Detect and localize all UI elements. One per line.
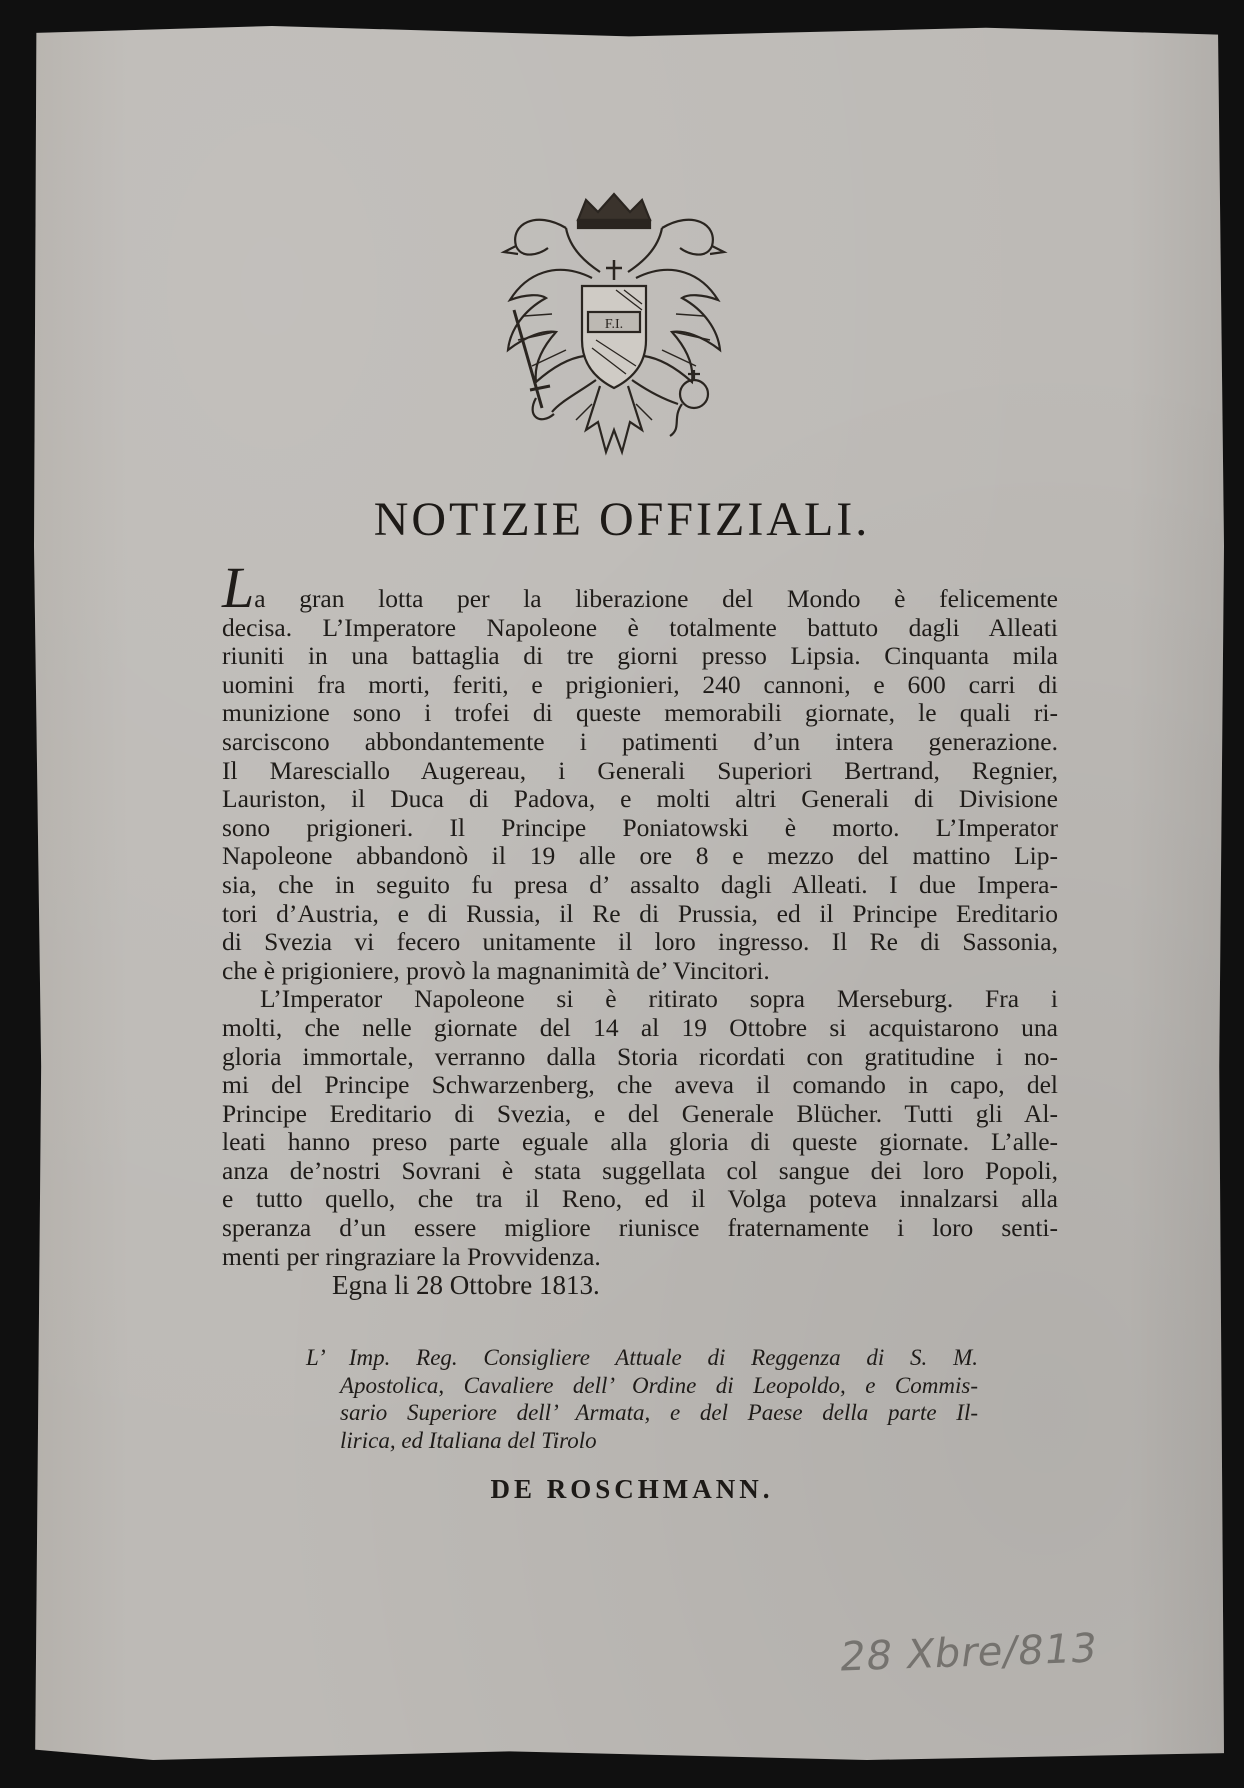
body-line bbox=[222, 1157, 1058, 1186]
body-line bbox=[222, 1243, 1058, 1272]
handwritten-date-annotation: 28 Xbre/813 bbox=[836, 1625, 1101, 1681]
signatory-title-line: L’ Imp. Reg. Consigliere Attuale di Reggenza di S. M. bbox=[306, 1345, 978, 1370]
body-line bbox=[222, 1014, 1058, 1043]
body-line bbox=[222, 555, 1058, 620]
body-line bbox=[222, 642, 1058, 671]
body-line bbox=[222, 928, 1058, 957]
body-line-text: L’Imperator Napoleone si è ritirato sopra Merseburg. Fra i bbox=[260, 984, 1058, 1014]
body-line bbox=[222, 900, 1058, 929]
body-line bbox=[222, 957, 1058, 986]
body-line-text: speranza d’un essere migliore riunisce fraternamente i loro senti- bbox=[222, 1213, 1058, 1243]
signatory-title-line: lirica, ed Italiana del Tirolo bbox=[340, 1427, 597, 1453]
body-line-text: sono prigioneri. Il Principe Poniatowski è morto. L’Imperator bbox=[222, 812, 1058, 842]
double-headed-eagle-crest-icon bbox=[496, 190, 732, 472]
body-line bbox=[222, 699, 1058, 728]
body-line-text: Lauriston, il Duca di Padova, e molti altri Generali di Divisione bbox=[222, 784, 1058, 814]
signatory-title bbox=[306, 1344, 978, 1454]
body-line-text: uomini fra morti, feriti, e prigionieri, 240 cannoni, e 600 carri di bbox=[222, 669, 1058, 699]
body-line-text: Principe Ereditario di Svezia, e del Generale Blücher. Tutti gli Al- bbox=[222, 1098, 1058, 1128]
body-line-text: munizione sono i trofei di queste memorabili giornate, le quali ri- bbox=[222, 698, 1058, 728]
crest-monogram: F.I. bbox=[604, 317, 624, 332]
body-line bbox=[222, 985, 1058, 1014]
drop-cap: L bbox=[222, 555, 255, 620]
signatory-title-line: sario Superiore dell’ Armata, e del Paese della parte Il- bbox=[340, 1400, 978, 1425]
body-line-text: molti, che nelle giornate del 14 al 19 Ottobre si acquistarono una bbox=[222, 1012, 1058, 1042]
body-line-text: anza de’nostri Sovrani è stata suggellata col sangue dei loro Popoli, bbox=[222, 1155, 1058, 1185]
body-line-text: che è prigioniere, provò la magnanimità de’ Vincitori. bbox=[222, 955, 770, 985]
body-line-text: Napoleone abbandonò il 19 alle ore 8 e mezzo del mattino Lip- bbox=[222, 841, 1058, 871]
body-line-text: e tutto quello, che tra il Reno, ed il Volga poteva innalzarsi alla bbox=[222, 1184, 1058, 1214]
body-line-text: riuniti in una battaglia di tre giorni presso Lipsia. Cinquanta mila bbox=[222, 641, 1058, 671]
body-line bbox=[222, 842, 1058, 871]
body-line bbox=[222, 871, 1058, 900]
body-line bbox=[222, 1185, 1058, 1214]
proclamation-body bbox=[222, 555, 1058, 1271]
body-line bbox=[222, 728, 1058, 757]
body-line bbox=[222, 1128, 1058, 1157]
body-line bbox=[222, 671, 1058, 700]
body-line bbox=[222, 814, 1058, 843]
body-line bbox=[222, 1214, 1058, 1243]
body-line-text: Il Maresciallo Augereau, i Generali Superiori Bertrand, Regnier, bbox=[222, 755, 1058, 785]
body-line bbox=[222, 1100, 1058, 1129]
date-line: Egna li 28 Ottobre 1813. bbox=[332, 1270, 600, 1300]
body-line-text: leati hanno preso parte eguale alla gloria di queste giornate. L’alle- bbox=[222, 1127, 1058, 1157]
body-line-text: a gran lotta per la liberazione del Mondo è felicemente bbox=[254, 584, 1058, 613]
body-line bbox=[222, 785, 1058, 814]
body-line bbox=[222, 614, 1058, 643]
body-line bbox=[222, 1071, 1058, 1100]
body-line bbox=[222, 757, 1058, 786]
body-line bbox=[222, 1043, 1058, 1072]
body-line-text: sia, che in seguito fu presa d’ assalto dagli Alleati. I due Impera- bbox=[222, 869, 1058, 899]
body-line-text: sarciscono abbondantemente i patimenti d’un intera generazione. bbox=[222, 726, 1058, 756]
body-line-text: mi del Principe Schwarzenberg, che aveva il comando in capo, del bbox=[222, 1070, 1058, 1100]
signer-name: DE ROSCHMANN. bbox=[490, 1474, 774, 1504]
body-line-text: di Svezia vi fecero unitamente il loro ingresso. Il Re di Sassonia, bbox=[222, 927, 1058, 957]
body-line-text: decisa. L’Imperatore Napoleone è totalmente battuto dagli Alleati bbox=[222, 612, 1058, 642]
body-line-text: gloria immortale, verranno dalla Storia ricordati con gratitudine i no- bbox=[222, 1041, 1058, 1071]
body-line-text: tori d’Austria, e di Russia, il Re di Prussia, ed il Principe Ereditario bbox=[222, 898, 1058, 928]
document-title: NOTIZIE OFFIZIALI. bbox=[373, 493, 871, 546]
signatory-title-line: Apostolica, Cavaliere dell’ Ordine di Leopoldo, e Commis- bbox=[340, 1372, 978, 1398]
body-line-text: menti per ringraziare la Provvidenza. bbox=[222, 1241, 601, 1271]
